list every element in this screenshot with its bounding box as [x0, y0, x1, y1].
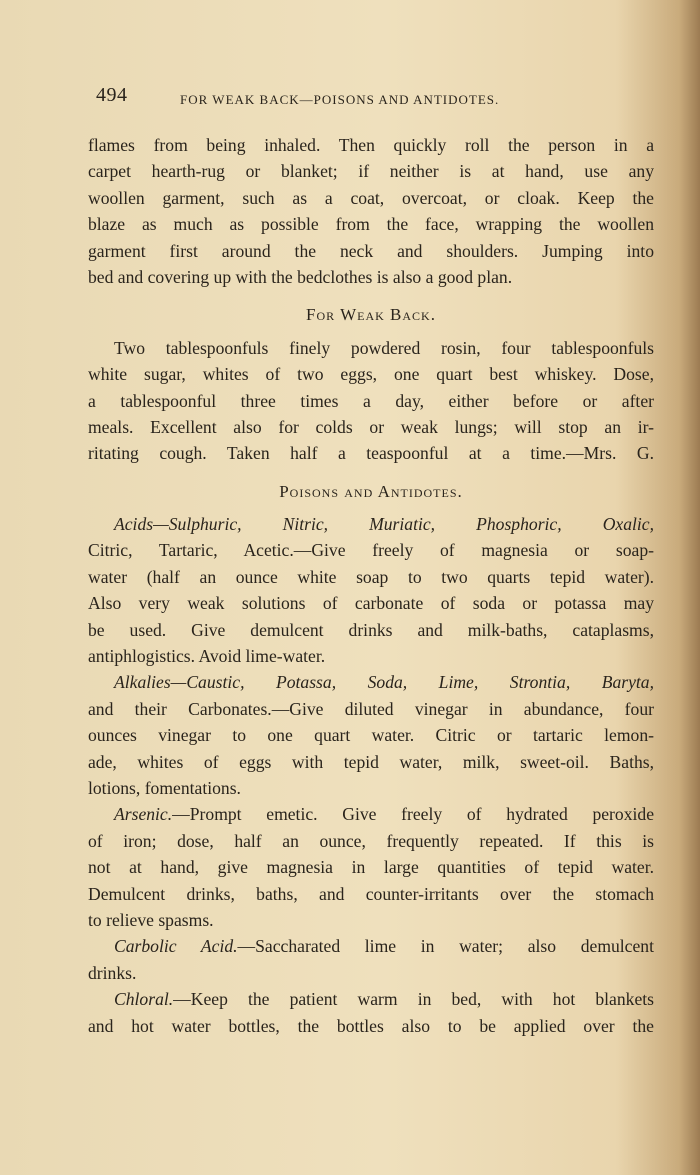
entry-first-line [88, 801, 654, 827]
text-fragment: —Saccharated lime in water; also demulcent [237, 936, 654, 957]
text-line: ade, whites of eggs with tepid water, milk, sweet-oil. Baths, [88, 751, 654, 772]
text-fragment: —Prompt emetic. Give freely of hydrated peroxide [172, 804, 654, 825]
entry-label-carbolic: Carbolic Acid. [114, 936, 238, 957]
text-line: and hot water bottles, the bottles also to be applied over the [88, 1015, 654, 1036]
text-line: ounces vinegar to one quart water. Citric or tartaric lemon- [88, 725, 654, 746]
text-line: water (half an ounce white soap to two quarts tepid water). [88, 566, 654, 587]
acids-entry [88, 511, 654, 669]
text-line: Also very weak solutions of carbonate of soda or potassa may [88, 593, 654, 614]
text-line: Two tablespoonfuls finely powdered rosin, four tablespoonfuls [114, 337, 654, 358]
text-line: blaze as much as possible from the face, wrapping the woollen [88, 214, 654, 235]
text-line: of iron; dose, half an ounce, frequently repeated. If this is [88, 830, 654, 851]
text-line: drinks. [88, 962, 137, 983]
text-line: not at hand, give magnesia in large quantities of tepid water. [88, 857, 654, 878]
continuation-paragraph [88, 132, 654, 290]
weak-back-recipe [88, 335, 654, 467]
text-line: Citric, Tartaric, Acetic.—Give freely of magnesia or soap- [88, 540, 654, 561]
text-line: ritating cough. Taken half a teaspoonful at a time.—Mrs. G. [88, 443, 654, 464]
alkalies-entry [88, 669, 654, 801]
entry-label-acids: Acids—Sulphuric, Nitric, Muriatic, Phosphoric, Oxalic, [114, 514, 654, 535]
entry-first-line [88, 986, 654, 1012]
text-line: lotions, fomentations. [88, 777, 241, 798]
entry-label-chloral: Chloral. [114, 989, 174, 1010]
arsenic-entry [88, 801, 654, 933]
text-line: be used. Give demulcent drinks and milk-baths, cataplasms, [88, 619, 654, 640]
page-number: 494 [96, 84, 128, 106]
carbolic-entry [88, 933, 654, 986]
text-line: white sugar, whites of two eggs, one quart best whiskey. Dose, [88, 364, 654, 385]
text-fragment: —Keep the patient warm in bed, with hot blankets [173, 989, 654, 1010]
text-line: carpet hearth-rug or blanket; if neither is at hand, use any [88, 161, 654, 182]
chloral-entry [88, 986, 654, 1039]
entry-label-arsenic: Arsenic. [114, 804, 173, 825]
running-head: FOR WEAK BACK—POISONS AND ANTIDOTES. [180, 92, 500, 107]
entry-first-line [88, 933, 654, 959]
text-line: antiphlogistics. Avoid lime-water. [88, 646, 326, 667]
text-line: woollen garment, such as a coat, overcoat, or cloak. Keep the [88, 187, 654, 208]
text-line: meals. Excellent also for colds or weak lungs; will stop an ir- [88, 416, 654, 437]
section-heading-poisons: Poisons and Antidotes. [279, 481, 463, 501]
page-header [96, 84, 616, 114]
text-line: and their Carbonates.—Give diluted vinegar in abundance, four [88, 698, 654, 719]
text-line: bed and covering up with the bedclothes is also a good plan. [88, 266, 513, 287]
text-line: Demulcent drinks, baths, and counter-irritants over the stomach [88, 883, 654, 904]
text-line: garment first around the neck and shoulders. Jumping into [88, 240, 654, 261]
text-line: flames from being inhaled. Then quickly roll the person in a [88, 135, 654, 155]
body-text [88, 132, 654, 1039]
text-line: a tablespoonful three times a day, either before or after [88, 390, 654, 411]
section-heading-weak-back: For Weak Back. [306, 305, 436, 325]
entry-label-alkalies: Alkalies—Caustic, Potassa, Soda, Lime, Strontia, Baryta, [114, 672, 654, 693]
text-line: to relieve spasms. [88, 909, 214, 930]
